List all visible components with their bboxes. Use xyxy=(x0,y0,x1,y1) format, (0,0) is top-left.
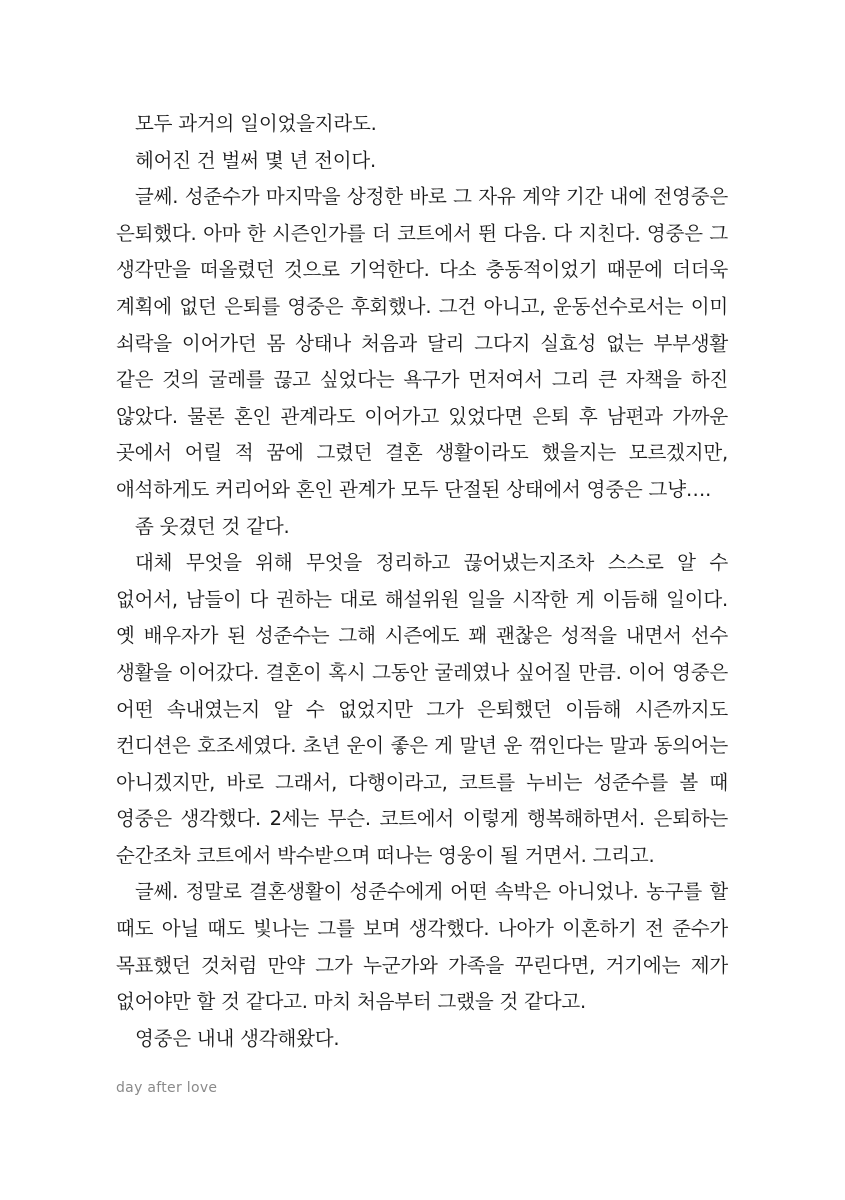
page-body xyxy=(116,106,728,1057)
paragraph: 모두 과거의 일이었을지라도. xyxy=(135,112,377,135)
paragraph: 헤어진 건 벌써 몇 년 전이다. xyxy=(135,148,376,172)
paragraph: 좀 웃겼던 것 같다. xyxy=(135,514,290,538)
paragraph: 글쎄. 성준수가 마지막을 상정한 바로 그 자유 계약 기간 내에 전영중은 은퇴했다. 아마 한 시즌인가를 더 코트에서 뛴 다음. 다 지친다. 영중은 그 생각만을 떠올렸던 것으로 기억한다. 다소 충동적이었기 때문에 더더욱 계획에 없던 은퇴를 영중은 후회했나. 그건 아니고, 운동선수로서는 이미 쇠락을 이어가던 몸 상태나 처음과 달리 그다지 실효성 없는 부부생활 같은 것의 굴레를 끊고 싶었다는 욕구가 먼저여서 그리 큰 자책을 하진 않았다. 물론 혼인 관계라도 이어가고 있었다면 은퇴 후 남편과 가까운 곳에서 어릴 적 꿈에 그렸던 결혼 생활이라도 했을지는 모르겠지만, 애석하게도 커리어와 혼인 관계가 모두 단절된 상태에서 영중은 그냥…. xyxy=(116,185,728,501)
paragraph: 글쎄. 정말로 결혼생활이 성준수에게 어떤 속박은 아니었나. 농구를 할 때도 아닐 때도 빛나는 그를 보며 생각했다. 나아가 이혼하기 전 준수가 목표했던 것처럼 만약 그가 누군가와 가족을 꾸린다면, 거기에는 제가 없어야만 할 것 같다고. 마치 처음부터 그랬을 것 같다고. xyxy=(116,880,728,1014)
paragraph: 대체 무엇을 위해 무엇을 정리하고 끊어냈는지조차 스스로 알 수 없어서, 남들이 다 권하는 대로 해설위원 일을 시작한 게 이듬해 일이다. 옛 배우자가 된 성준수는 그해 시즌에도 꽤 괜찮은 성적을 내면서 선수 생활을 이어갔다. 결혼이 혹시 그동안 굴레였나 싶어질 만큼. 이어 영중은 어떤 속내였는지 알 수 없었지만 그가 은퇴했던 이듬해 시즌까지도 컨디션은 호조세였다. 초년 운이 좋은 게 말년 운 꺾인다는 말과 동의어는 아니겠지만, 바로 그래서, 다행이라고, 코트를 누비는 성준수를 볼 때 영중은 생각했다. 2세는 무슨. 코트에서 이렇게 행복해하면서. 은퇴하는 순간조차 코트에서 박수받으며 떠나는 영웅이 될 거면서. 그리고. xyxy=(116,551,728,867)
running-footer: day after love xyxy=(116,1080,218,1096)
paragraph: 영중은 내내 생각해왔다. xyxy=(135,1026,340,1050)
